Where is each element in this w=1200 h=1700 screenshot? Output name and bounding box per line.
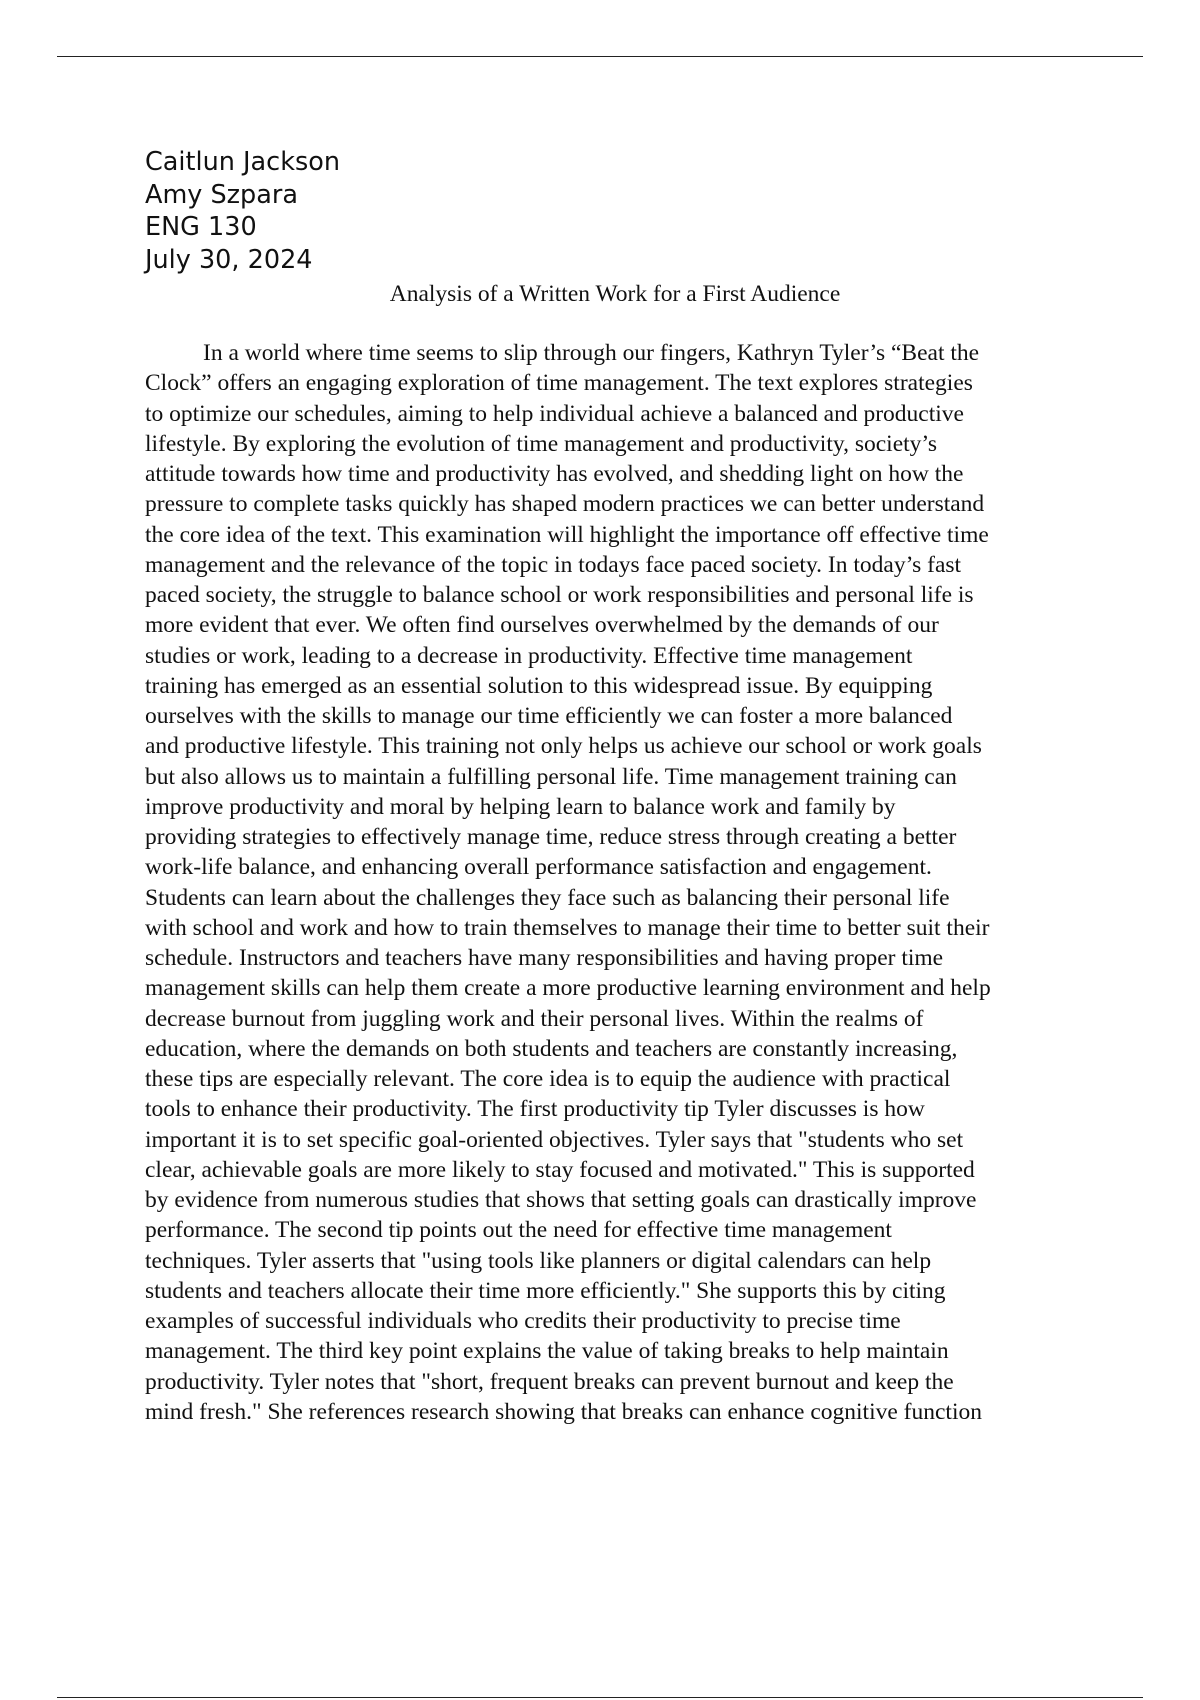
body-text-line: providing strategies to effectively manage time, reduce stress through creating a better — [145, 824, 957, 850]
body-text-line: important it is to set specific goal-oriented objectives. Tyler says that "students who set — [145, 1126, 964, 1153]
body-text-line: students and teachers allocate their time more efficiently." She supports this by citing — [145, 1277, 946, 1304]
essay-title: Analysis of a Written Work for a First Audience — [389, 281, 841, 307]
body-text-line: performance. The second tip points out the need for effective time management — [145, 1217, 892, 1244]
body-text-line: examples of successful individuals who credits their productivity to precise time — [145, 1308, 901, 1334]
body-text-line: clear, achievable goals are more likely to stay focused and motivated." This is supported — [145, 1156, 975, 1183]
body-text-line: productivity. Tyler notes that "short, frequent breaks can prevent burnout and keep the — [145, 1368, 954, 1395]
body-text-line: by evidence from numerous studies that shows that setting goals can drastically improve — [145, 1187, 977, 1213]
body-text-line: tools to enhance their productivity. The first productivity tip Tyler discusses is how — [145, 1096, 925, 1123]
body-text-line: work-life balance, and enhancing overall performance satisfaction and engagement. — [145, 854, 932, 881]
submission-date: July 30, 2024 — [145, 244, 313, 275]
page-bottom-rule — [57, 1697, 1143, 1698]
instructor-name: Amy Szpara — [145, 179, 298, 210]
body-text-line: schedule. Instructors and teachers have many responsibilities and having proper time — [145, 945, 944, 971]
body-text-line: with school and work and how to train themselves to manage their time to better suit their — [145, 914, 990, 941]
course-code: ENG 130 — [145, 212, 257, 242]
body-text-line: paced society, the struggle to balance school or work responsibilities and personal life is — [145, 582, 974, 608]
body-text-line: training has emerged as an essential solution to this widespread issue. By equipping — [145, 672, 933, 699]
body-text-line: pressure to complete tasks quickly has shaped modern practices we can better understand — [145, 491, 985, 518]
essay-body — [145, 338, 1090, 1427]
body-text-line: to optimize our schedules, aiming to help individual achieve a balanced and productive — [145, 400, 964, 427]
body-text-line: management. The third key point explains the value of taking breaks to help maintain — [145, 1338, 949, 1365]
body-text-line: mind fresh." She references research showing that breaks can enhance cognitive function — [145, 1398, 982, 1425]
body-text-line: more evident that ever. We often find ourselves overwhelmed by the demands of our — [145, 612, 939, 639]
body-text-line: decrease burnout from juggling work and their personal lives. Within the realms of — [145, 1005, 924, 1032]
body-text-line: management and the relevance of the topic in todays face paced society. In today’s fast — [145, 551, 962, 578]
body-text-line: and productive lifestyle. This training not only helps us achieve our school or work goals — [145, 733, 982, 760]
body-text-line: In a world where time seems to slip through our fingers, Kathryn Tyler’s “Beat the — [203, 340, 980, 366]
body-text-line: the core idea of the text. This examination will highlight the importance off effective time — [145, 521, 989, 548]
body-text-line: improve productivity and moral by helping learn to balance work and family by — [145, 793, 896, 820]
body-text-line: Clock” offers an engaging exploration of time management. The text explores strategies — [145, 370, 973, 397]
body-text-line: ourselves with the skills to manage our time efficiently we can foster a more balanced — [145, 703, 953, 729]
body-text-line: management skills can help them create a more productive learning environment and help — [145, 975, 991, 1002]
heading-block — [145, 146, 745, 276]
body-text-line: education, where the demands on both students and teachers are constantly increasing, — [145, 1035, 958, 1062]
body-text-line: techniques. Tyler asserts that "using tools like planners or digital calendars can help — [145, 1247, 932, 1274]
body-text-line: these tips are especially relevant. The core idea is to equip the audience with practical — [145, 1066, 951, 1092]
page-top-rule — [57, 56, 1143, 57]
body-text-line: lifestyle. By exploring the evolution of time management and productivity, society’s — [145, 430, 938, 457]
body-text-line: but also allows us to maintain a fulfilling personal life. Time management training can — [145, 763, 957, 790]
body-text-line: studies or work, leading to a decrease in productivity. Effective time management — [145, 642, 913, 669]
student-name: Caitlun Jackson — [145, 147, 341, 177]
body-text-line: attitude towards how time and productivity has evolved, and shedding light on how the — [145, 461, 964, 487]
body-text-line: Students can learn about the challenges they face such as balancing their personal life — [145, 884, 950, 911]
